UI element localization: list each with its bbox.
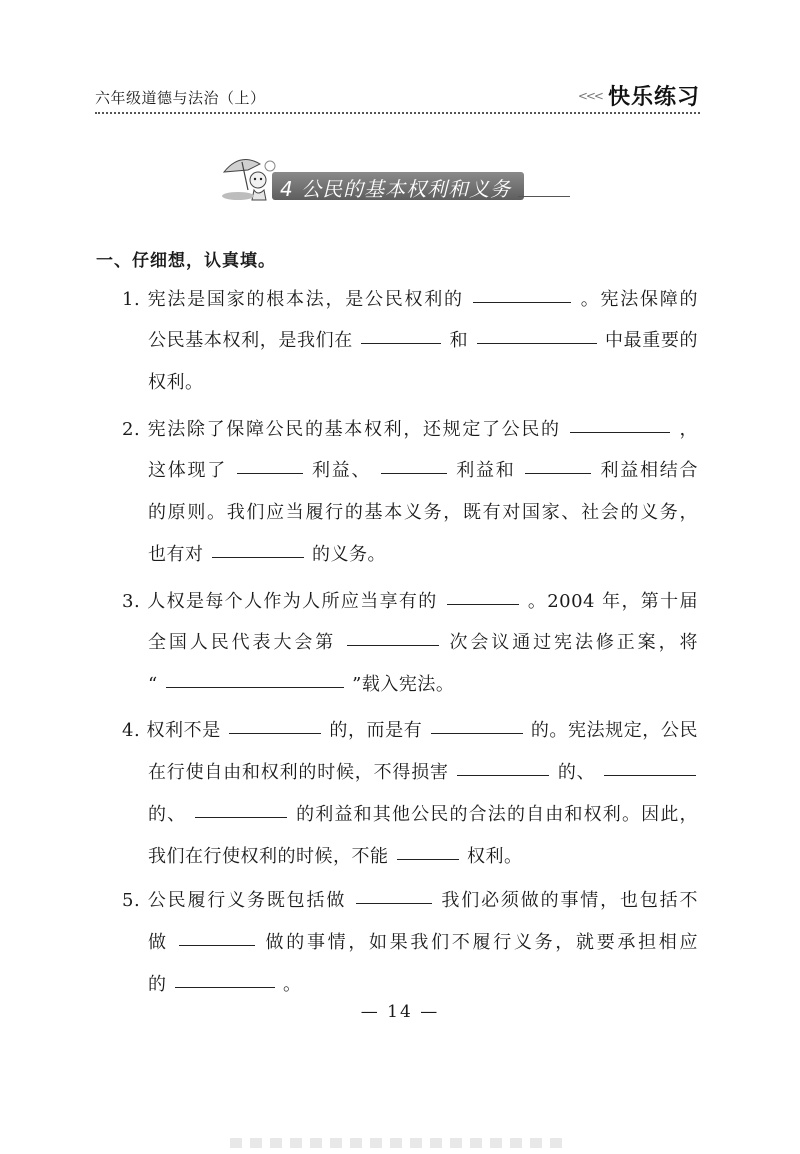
answer-blank[interactable] — [179, 944, 255, 946]
question-text: 的义务。 — [311, 544, 386, 565]
question-text: 的。宪法规定，公民 — [530, 720, 698, 741]
answer-blank[interactable] — [356, 902, 432, 904]
question-text: 做 — [148, 932, 169, 953]
answer-blank[interactable] — [473, 301, 571, 303]
question-2-line-3 — [148, 498, 698, 528]
answer-blank[interactable] — [457, 774, 549, 776]
lesson-title: 4 公民的基本权利和义务 — [280, 177, 512, 201]
question-2-line-2 — [148, 456, 698, 486]
question-text: 公民基本权利，是我们在 — [148, 330, 353, 351]
question-1-line-2 — [148, 326, 698, 356]
page-header — [95, 80, 700, 110]
question-4-line-3 — [148, 800, 698, 830]
question-text: 公民履行义务既包括做 — [147, 890, 347, 911]
question-4-line-1 — [122, 716, 698, 746]
question-text: 利益、 — [312, 460, 372, 481]
answer-blank[interactable] — [212, 556, 304, 558]
question-text: 。 — [282, 974, 302, 995]
question-text: 做的事情，如果我们不履行义务，就要承担相应 — [265, 932, 698, 953]
answer-blank[interactable] — [381, 472, 447, 474]
title-underline — [518, 196, 570, 197]
brand-block — [578, 80, 700, 111]
header-divider — [95, 112, 700, 114]
question-number: 2. — [122, 419, 141, 440]
question-text: 。2004 年，第十届 — [527, 591, 699, 612]
question-text: 利益相结合 — [600, 460, 698, 481]
question-1-line-1 — [122, 285, 698, 315]
question-text: 全国人民代表大会第 — [148, 632, 337, 653]
question-text: 和 — [449, 330, 469, 351]
question-text: 次会议通过宪法修正案，将 — [449, 632, 698, 653]
question-text: ， — [679, 419, 698, 440]
question-3-line-3 — [148, 670, 698, 700]
question-number: 5. — [122, 890, 141, 911]
answer-blank[interactable] — [361, 342, 441, 344]
answer-blank[interactable] — [604, 774, 696, 776]
question-text: 的原则。我们应当履行的基本义务，既有对国家、社会的义务， — [148, 502, 698, 523]
question-text: 权利不是 — [146, 720, 221, 741]
answer-blank[interactable] — [166, 686, 344, 688]
answer-blank[interactable] — [175, 986, 275, 988]
brand-title: 快乐练习 — [607, 85, 700, 110]
question-text: 权利。 — [466, 846, 523, 867]
question-text: 。宪法保障的 — [580, 289, 698, 310]
question-number: 3. — [122, 591, 141, 612]
question-3-line-1 — [122, 587, 698, 617]
question-2-line-1 — [122, 415, 698, 445]
question-4-line-4 — [148, 842, 698, 872]
answer-blank[interactable] — [397, 858, 459, 860]
question-text: 中最重要的 — [605, 330, 699, 351]
question-text: “ — [148, 674, 158, 695]
question-5-line-1 — [122, 886, 698, 916]
question-3-line-2 — [148, 628, 698, 658]
answer-blank[interactable] — [477, 342, 597, 344]
answer-blank[interactable] — [229, 732, 321, 734]
question-text: 的、 — [148, 804, 187, 825]
question-text: 我们必须做的事情，也包括不 — [441, 890, 699, 911]
answer-blank[interactable] — [347, 644, 439, 646]
question-text: 这体现了 — [148, 460, 228, 481]
question-5-line-3 — [148, 970, 698, 1000]
question-5-line-2 — [148, 928, 698, 958]
question-text: 宪法是国家的根本法，是公民权利的 — [147, 289, 464, 310]
chevron-left-icon: <<< — [577, 88, 602, 103]
answer-blank[interactable] — [570, 431, 670, 433]
question-text: 利益和 — [456, 460, 516, 481]
question-text: 的利益和其他公民的合法的自由和权利。因此， — [296, 804, 698, 825]
question-text: 在行使自由和权利的时候，不得损害 — [148, 762, 449, 783]
answer-blank[interactable] — [431, 732, 523, 734]
question-4-line-2 — [148, 758, 698, 788]
question-2-line-4 — [148, 540, 698, 570]
question-1-line-3 — [148, 368, 698, 398]
lesson-title-banner — [218, 150, 583, 202]
question-text: 权利。 — [148, 372, 204, 393]
question-text: 的，而是有 — [329, 720, 423, 741]
answer-blank[interactable] — [195, 816, 287, 818]
question-text: 人权是每个人作为人所应当享有的 — [147, 591, 438, 612]
answer-blank[interactable] — [525, 472, 591, 474]
question-text: 我们在行使权利的时候，不能 — [148, 846, 389, 867]
question-text: ”载入宪法。 — [352, 674, 455, 695]
answer-blank[interactable] — [447, 603, 519, 605]
page-number: — 14 — — [360, 1002, 440, 1022]
question-number: 4. — [122, 720, 141, 741]
question-text: 也有对 — [148, 544, 204, 565]
book-subject: 六年级道德与法治（上） — [95, 89, 266, 107]
section-heading: 一、仔细想，认真填。 — [96, 251, 276, 271]
bleed-through-text — [230, 1138, 570, 1148]
question-text: 宪法除了保障公民的基本权利，还规定了公民的 — [147, 419, 561, 440]
answer-blank[interactable] — [237, 472, 303, 474]
question-number: 1. — [122, 289, 141, 310]
question-text: 的、 — [557, 762, 596, 783]
question-text: 的 — [148, 974, 167, 995]
